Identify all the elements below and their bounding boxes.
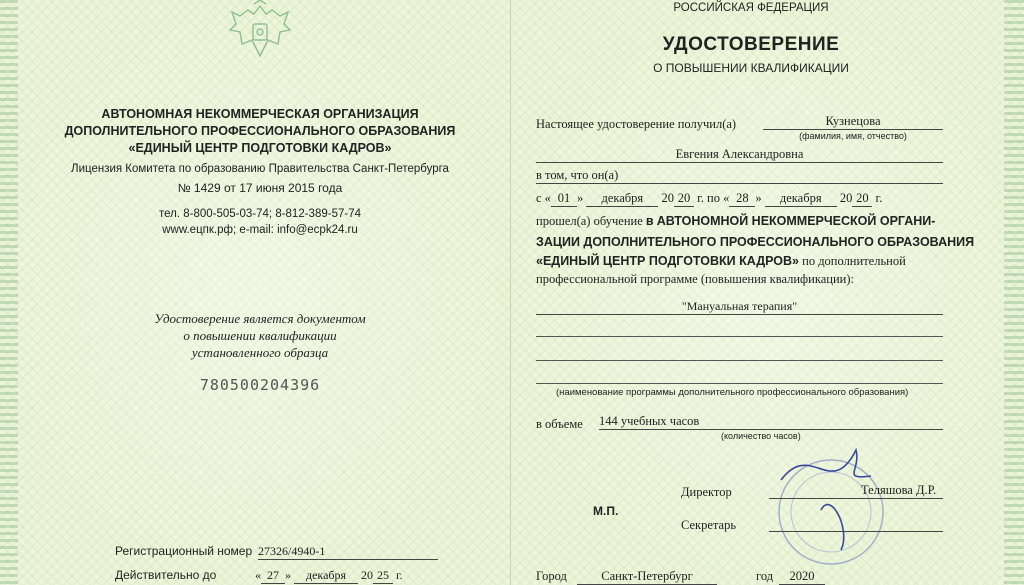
- study-period: [536, 191, 882, 207]
- note-line-3: установленного образца: [191, 345, 329, 360]
- from-year-prefix: 20: [661, 191, 674, 205]
- valid-until-label: Действительно до: [115, 568, 217, 582]
- director-signature-line: [769, 498, 943, 499]
- certificate-subtitle: О ПОВЫШЕНИИ КВАЛИФИКАЦИИ: [653, 61, 849, 75]
- secretary-label: Секретарь: [681, 518, 737, 532]
- to-year: 20: [852, 191, 872, 207]
- director-label: Директор: [681, 485, 732, 499]
- contacts-web-email: www.ецпк.рф; e-mail: info@ecpk24.ru: [162, 224, 358, 236]
- org-name-line-3: «ЕДИНЫЙ ЦЕНТР ПОДГОТОВКИ КАДРОВ»: [128, 141, 392, 155]
- valid-month: декабря: [294, 568, 358, 584]
- to-prefix: г. по «: [697, 191, 730, 205]
- program-line-3: [536, 360, 943, 361]
- valid-suffix: г.: [396, 568, 403, 582]
- that-label: в том, что он(а): [536, 168, 943, 184]
- recipient-surname: Кузнецова: [763, 114, 943, 130]
- from-prefix: с «: [536, 191, 551, 205]
- studied-line-3: [536, 254, 906, 269]
- registration-number: 27326/4940-1: [258, 544, 438, 560]
- to-suffix: г.: [875, 191, 883, 205]
- round-stamp-icon: [761, 440, 901, 570]
- year-value: 2020: [779, 569, 825, 585]
- to-month: декабря: [765, 191, 837, 207]
- name-caption: (фамилия, имя, отчество): [799, 131, 907, 141]
- certificate-title: УДОСТОВЕРЕНИЕ: [662, 34, 840, 55]
- coat-of-arms-emblem-icon: [218, 0, 302, 62]
- left-border-pattern: [0, 0, 18, 585]
- volume-value: 144 учебных часов: [599, 414, 943, 430]
- city-label: Город: [536, 569, 567, 583]
- note-line-1: Удостоверение является документом: [154, 311, 366, 326]
- org-name-line-2: ДОПОЛНИТЕЛЬНОГО ПРОФЕССИОНАЛЬНОГО ОБРАЗОВАНИЯ: [64, 124, 456, 138]
- from-day: 01: [551, 191, 577, 207]
- from-year: 20: [674, 191, 694, 207]
- director-name: Теляшова Д.Р.: [861, 483, 937, 497]
- studied-org-2: ЗАЦИИ ДОПОЛНИТЕЛЬНОГО ПРОФЕССИОНАЛЬНОГО ОБРАЗОВАНИЯ: [536, 235, 975, 249]
- city-value: Санкт-Петербург: [577, 569, 717, 585]
- studied-tail-2: профессиональной программе (повышения квалификации):: [536, 272, 854, 286]
- studied-org-3: «ЕДИНЫЙ ЦЕНТР ПОДГОТОВКИ КАДРОВ»: [536, 254, 799, 268]
- valid-year-prefix: 20: [361, 568, 373, 582]
- received-label: Настоящее удостоверение получил(а): [536, 117, 737, 131]
- registration-label: Регистрационный номер: [115, 544, 253, 558]
- stamp-label: М.П.: [593, 504, 619, 518]
- secretary-signature-line: [769, 531, 943, 532]
- valid-until-date: « 27 » декабря 20 25 г.: [255, 568, 403, 582]
- org-name-line-1: АВТОНОМНАЯ НЕКОММЕРЧЕСКАЯ ОРГАНИЗАЦИЯ: [101, 107, 419, 121]
- from-close: »: [576, 191, 584, 205]
- valid-day: 27: [261, 568, 285, 584]
- year-label: год: [756, 569, 774, 583]
- license-line-2: № 1429 от 17 июня 2015 года: [177, 181, 343, 195]
- to-year-prefix: 20: [839, 191, 853, 205]
- program-name: "Мануальная терапия": [536, 299, 943, 315]
- license-line-1: Лицензия Комитета по образованию Правительства Санкт-Петербурга: [71, 163, 449, 175]
- studied-in: в: [645, 214, 654, 228]
- recipient-given-names: Евгения Александровна: [536, 147, 943, 163]
- studied-tail-1: по дополнительной: [802, 254, 906, 268]
- studied-line-1: [536, 214, 935, 229]
- contacts-phones: тел. 8-800-505-03-74; 8-812-389-57-74: [159, 208, 361, 220]
- program-line-2: [536, 336, 943, 337]
- studied-org-1: АВТОНОМНОЙ НЕКОММЕРЧЕСКОЙ ОРГАНИ-: [656, 214, 936, 228]
- to-close: »: [755, 191, 762, 205]
- volume-label: в объеме: [536, 417, 583, 431]
- serial-number: 780500204396: [199, 376, 321, 394]
- country-header: РОССИЙСКАЯ ФЕДЕРАЦИЯ: [673, 2, 829, 14]
- studied-prefix: прошел(а) обучение: [536, 214, 643, 228]
- valid-year: 25: [373, 568, 393, 584]
- right-page: [511, 0, 1024, 585]
- note-line-2: о повышении квалификации: [183, 328, 337, 343]
- right-border-pattern: [1004, 0, 1024, 585]
- to-day: 28: [729, 191, 755, 207]
- program-caption: (наименование программы дополнительного профессионального образования): [556, 387, 909, 398]
- volume-caption: (количество часов): [721, 431, 801, 441]
- left-page: [0, 0, 511, 585]
- from-month: декабря: [586, 191, 658, 207]
- program-line-4: [536, 383, 943, 384]
